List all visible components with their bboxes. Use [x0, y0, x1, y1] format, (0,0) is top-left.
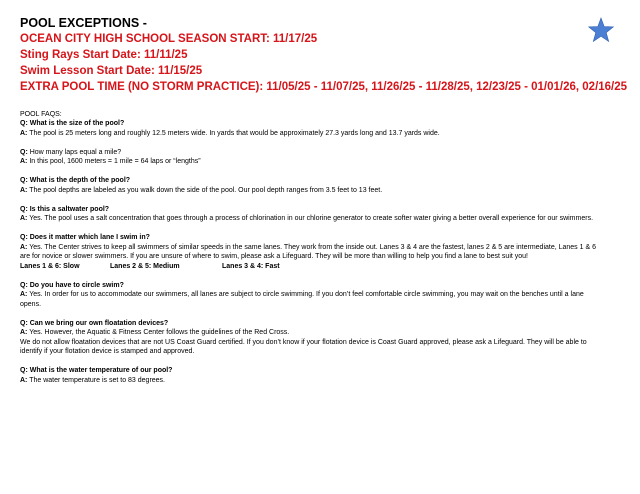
faq-answer: The pool is 25 meters long and roughly 12.5 meters wide. In yards that would be approximately 27.3 yards long and 13.7 yards wide.: [27, 129, 440, 137]
faq-question: Can we bring our own floatation devices?: [27, 319, 169, 327]
faq-item: [20, 233, 605, 271]
faq-item: [20, 281, 605, 310]
a-prefix: A:: [20, 376, 28, 384]
a-prefix: A:: [20, 186, 28, 194]
q-prefix: Q:: [20, 319, 28, 327]
faq-item: [20, 148, 605, 167]
faq-answer-extra: We do not allow floatation devices that are not US Coast Guard certified. If you don’t know if your flotation device is Coast Guard approved, please ask a Lifeguard. They will be able to identify if your flotation device is stamped and approved.: [20, 338, 587, 355]
faq-question: What is the depth of the pool?: [27, 177, 131, 184]
faq-answer: Yes. However, the Aquatic & Fitness Center follows the guidelines of the Red Cross.: [27, 329, 290, 336]
a-prefix: A:: [20, 158, 28, 165]
faq-question: What is the size of the pool?: [27, 120, 125, 127]
q-prefix: Q:: [20, 120, 28, 127]
extra-pool-time-line: EXTRA POOL TIME (NO STORM PRACTICE): 11/05/25 - 11/07/25, 11/26/25 - 11/28/25, 12/23/25 - 01/01/26, 02/16/25: [20, 81, 628, 93]
lane-speed-list: [20, 262, 605, 272]
lane-medium-label: Lanes 2 & 5: Medium: [110, 262, 180, 270]
faq-item: [20, 319, 605, 357]
faq-question: How many laps equal a mile?: [27, 148, 122, 156]
faqs-heading: POOL FAQS:: [20, 111, 62, 118]
q-prefix: Q:: [20, 234, 28, 241]
faq-item: [20, 119, 605, 138]
sting-rays-line: Sting Rays Start Date: 11/11/25: [20, 49, 188, 61]
faq-answer: In this pool, 1600 meters = 1 mile = 64 laps or “lengths”: [27, 158, 201, 165]
q-prefix: Q:: [20, 205, 28, 213]
lane-fast-label: Lanes 3 & 4: Fast: [222, 262, 280, 270]
faq-question: Does it matter which lane I swim in?: [27, 234, 150, 241]
a-prefix: A:: [20, 329, 28, 336]
faq-answer: Yes. The pool uses a salt concentration that goes through a process of chlorination in our chlorine generator to create softer water giving a better overall experience for our swimmers.: [27, 215, 594, 222]
faq-item: [20, 176, 605, 195]
faq-answer: Yes. In order for us to accommodate our swimmers, all lanes are subject to circle swimming. If you don’t feel comfortable circle swimming, you may wait on the benches until a lane opens.: [20, 291, 584, 308]
a-prefix: A:: [20, 291, 28, 298]
q-prefix: Q:: [20, 148, 28, 156]
swim-lesson-line: Swim Lesson Start Date: 11/15/25: [20, 65, 203, 77]
faq-answer: The water temperature is set to 83 degrees.: [27, 376, 166, 384]
lane-slow-label: Lanes 1 & 6: Slow: [20, 262, 80, 270]
faq-question: Is this a saltwater pool?: [27, 205, 110, 213]
faq-question: What is the water temperature of our pool?: [27, 367, 173, 374]
faq-item: [20, 366, 605, 385]
a-prefix: A:: [20, 243, 28, 251]
q-prefix: Q:: [20, 281, 28, 289]
a-prefix: A:: [20, 215, 28, 222]
season-start-line: OCEAN CITY HIGH SCHOOL SEASON START: 11/17/25: [20, 33, 318, 45]
q-prefix: Q:: [20, 177, 28, 184]
faq-question: Do you have to circle swim?: [27, 281, 124, 289]
q-prefix: Q:: [20, 367, 28, 374]
faq-answer: Yes. The Center strives to keep all swimmers of similar speeds in the same lanes. They work from the inside out. Lanes 3 & 4 are the fastest, lanes 2 & 5 are intermediate, Lanes 1 & 6 are for novice or slower swimmers. If you are unsure of where to swim, please ask a Lifeguard. They will be more than willing to help you find a lane to best suit you!: [20, 243, 596, 260]
faq-item: [20, 205, 605, 224]
page-title: POOL EXCEPTIONS -: [20, 16, 147, 30]
document-page: [20, 15, 628, 395]
faq-answer: The pool depths are labeled as you walk down the side of the pool. Our pool depth ranges from 3.5 feet to 13 feet.: [27, 186, 383, 194]
a-prefix: A:: [20, 129, 28, 137]
